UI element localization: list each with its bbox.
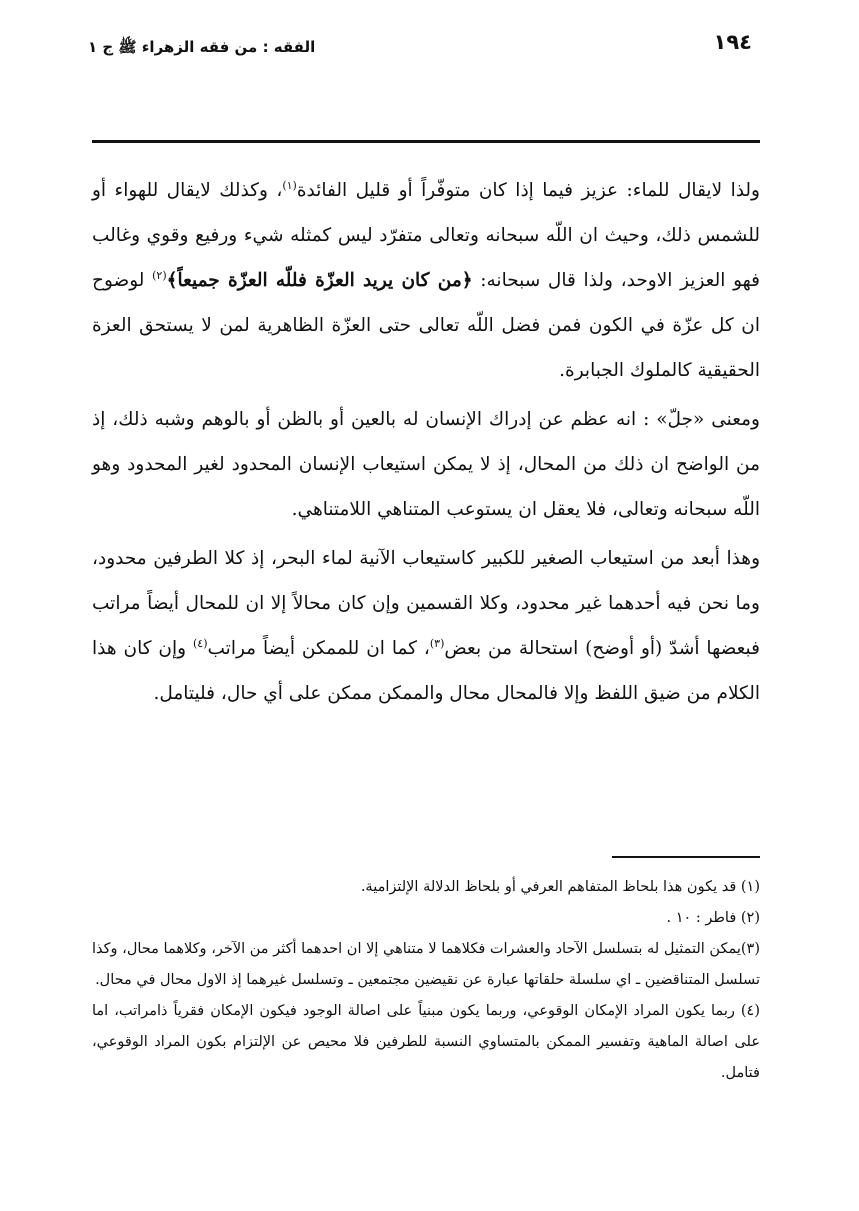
header-divider [92, 140, 760, 143]
footnote-ref-3: (٣) [429, 636, 445, 650]
footnote-4: (٤) ربما يكون المراد الإمكان الوقوعي، وربما يكون مبنياً على اصالة الوجود فيكون الإمكان فقرياً ذامراتب، اما على اصالة الماهية وتفسير الممكن بالمتساوي النسبة للطرفين فلا محيص عن الإلتزام بكون المراد الوقوعي، فتامل. [92, 1003, 760, 1081]
page-header [88, 30, 760, 66]
page-number: ١٩٤ [713, 30, 752, 54]
footnote-ref-2: (٢) [152, 268, 167, 282]
paragraph-1-text-b: ، وكذلك لايقال للهواء أو للشمس ذلك، وحيث ان اللّه سبحانه وتعالى متفرّد ليس كمثله شيء ورفيع وقوي وغالب فهو العزيز الاوحد، ولذا قال سبحانه: [92, 180, 760, 291]
paragraph-3-text-c: وإن كان هذا الكلام من ضيق اللفظ وإلا فالمحال محال والممكن ممكن على أي حال، فليتامل. [92, 638, 760, 704]
footnote-divider [612, 856, 760, 858]
paragraph-3-text-a: وهذا أبعد من استيعاب الصغير للكبير كاستيعاب الآنية لماء البحر، إذ كلا الطرفين محدود، وما نحن فيه أحدهما غير محدود، وكلا القسمين وإن كان محالاً إلا ان للمحال أيضاً مراتب فبعضها أشدّ (أو أوضح) استحالة من بعض [92, 548, 760, 659]
main-text [92, 168, 760, 720]
footnote-1: (١) قد يكون هذا بلحاظ المتفاهم العرفي أو بلحاظ الدلالة الإلتزامية. [360, 879, 760, 895]
paragraph-3 [92, 536, 760, 716]
footnote-3: (٣)يمكن التمثيل له بتسلسل الآحاد والعشرات فكلاهما لا متناهي إلا ان احدهما أكثر من الآخر، وكلاهما محال، وكذا تسلسل المتناقضين ـ اي سلسلة حلقاتها عبارة عن نقيضين مجتمعين ـ وتسلسل غيرهما إذ الاول محال في محال. [92, 941, 760, 988]
footnote-2: (٢) فاطر : ١٠ . [666, 910, 760, 926]
running-title: الفقه : من فقه الزهراء ﷺ ج ١ [88, 38, 316, 56]
footnote-ref-1: (١) [282, 178, 297, 192]
paragraph-3-text-b: ، كما ان للممكن أيضاً مراتب [207, 638, 430, 659]
quran-quote: ﴿من كان يريد العزّة فللّه العزّة جميعاً﴾ [166, 270, 473, 291]
paragraph-1-text-a: ولذا لايقال للماء: عزيز فيما إذا كان متوفّراً أو قليل الفائدة [296, 180, 760, 201]
paragraph-1 [92, 168, 760, 393]
paragraph-2: ومعنى «جلّ» : انه عظم عن إدراك الإنسان له بالعين أو بالظن أو بالوهم وشبه ذلك، إذ من الواضح ان ذلك من المحال، إذ لا يمكن استيعاب الإنسان المحدود لغير المحدود وهو اللّه سبحانه وتعالى، فلا يعقل ان يستوعب المتناهي اللامتناهي. [92, 409, 760, 520]
footnote-ref-4: (٤) [193, 636, 208, 650]
paragraph-1-text-c: لوضوح ان كل عزّة في الكون فمن فضل اللّه تعالى حتى العزّة الظاهرية لمن لا يستحق العزة الحقيقية كالملوك الجبابرة. [92, 270, 760, 381]
footnotes [92, 872, 760, 1089]
